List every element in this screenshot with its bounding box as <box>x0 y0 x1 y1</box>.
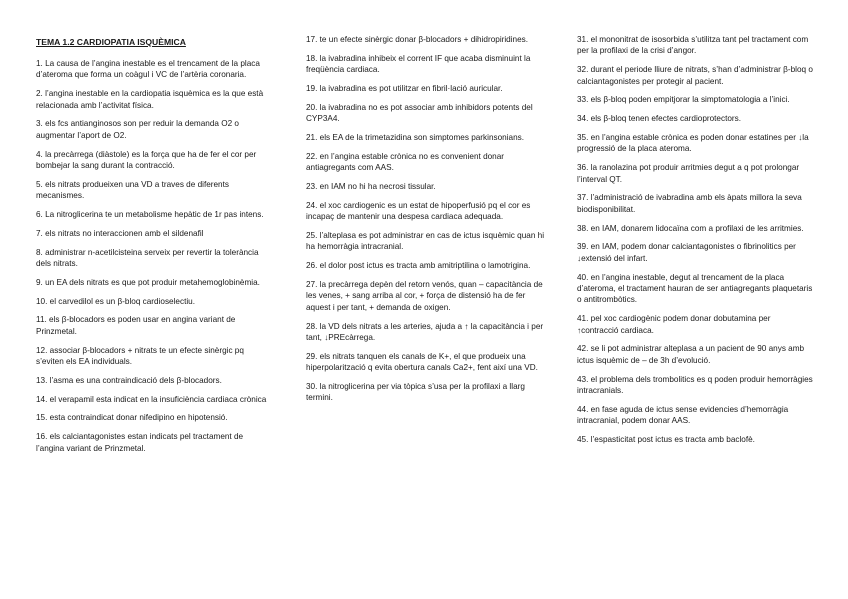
statement: 23. en IAM no hi ha necrosi tissular. <box>306 182 436 191</box>
statement: 38. en IAM, donarem lidocaïna com a profilaxi de les arritmies. <box>577 223 804 233</box>
statement: 26. el dolor post ictus es tracta amb amitriptilina o lamotrigina. <box>306 261 531 271</box>
statement: 1. La causa de l’angina inestable es el trencament de la placa d’ateroma que forma un coàgul i VC de l’artèria coronaria. <box>36 59 260 80</box>
statement: 6. La nitroglicerina te un metabolisme hepàtic de 1r pas intens. <box>36 210 264 220</box>
statement: 42. se li pot administrar alteplasa a un pacient de 90 anys amb ictus isquèmic de – de 3h d’evolució. <box>577 344 805 365</box>
column-1 <box>36 34 272 461</box>
document-title: TEMA 1.2 CARDIOPATIA ISQUÈMICA <box>36 37 186 47</box>
statement: 24. el xoc cardiogenic es un estat de hipoperfusió pq el cor es incapaç de mantenir una despesa cardiaca adequada. <box>306 200 531 222</box>
statement: 37. l’administració de ivabradina amb els àpats millora la seva biodisponibilitat. <box>577 193 802 214</box>
statement: 34. els β-bloq tenen efectes cardioprotectors. <box>577 114 742 124</box>
statement: 14. el verapamil esta indicat en la insuficiència cardiaca crònica <box>36 394 267 404</box>
statement: 41. pel xoc cardiogènic podem donar dobutamina per ↑contracció cardiaca. <box>577 314 771 335</box>
statement: 4. la precàrrega (diàstole) es la força que ha de fer el cor per bombejar la sang durant la contracció. <box>36 149 257 171</box>
statement: 36. la ranolazina pot produir arritmies degut a q pot prolongar l’interval QT. <box>577 163 800 184</box>
column-3 <box>577 34 813 453</box>
statement: 30. la nitroglicerina per via tòpica s’usa per la profilaxi a llarg termini. <box>306 382 525 403</box>
statement: 43. el problema dels trombolitics es q poden produir hemorràgies intracranials. <box>577 374 813 396</box>
statement: 29. els nitrats tanquen els canals de K+, el que produeix una hiperpolarització q evita obertura canals Ca2+, fent així una VD. <box>306 351 538 373</box>
statement: 31. el mononitrat de isosorbida s’utilitza tant pel tractament com per la profilaxi de la crisi d’angor. <box>577 35 809 56</box>
statement: 20. la ivabradina no es pot associar amb inhibidors potents del CYP3A4. <box>306 102 533 124</box>
column-2 <box>306 34 546 411</box>
statement: 2. l’angina inestable en la cardiopatia isquèmica es la que està relacionada amb l’activitat física. <box>36 89 264 110</box>
statement: 5. els nitrats produeixen una VD a traves de diferents mecanismes. <box>36 179 229 201</box>
statement: 35. en l’angina estable crònica es poden donar estatines per ↓la progressió de la placa ateroma. <box>577 133 809 154</box>
statement: 10. el carvedilol es un β-bloq cardioselectiu. <box>36 296 195 306</box>
statement: 39. en IAM, podem donar calciantagonistes o fibrinolitics per ↓extensió del infart. <box>577 242 796 263</box>
statement: 33. els β-bloq poden empitjorar la simptomatologia a l’inici. <box>577 95 790 105</box>
statement: 17. te un efecte sinèrgic donar β-blocadors + dihidropiridines. <box>306 35 529 44</box>
statement: 18. la ivabradina inhibeix el corrent IF que acaba disminuint la freqüència cardiaca. <box>306 53 531 75</box>
statement: 15. esta contraindicat donar nifedipino en hipotensió. <box>36 413 228 423</box>
statement: 9. un EA dels nitrats es que pot produir metahemoglobinèmia. <box>36 277 260 287</box>
statement: 11. els β-blocadors es poden usar en angina variant de Prinzmetal. <box>36 315 236 336</box>
statement: 27. la precàrrega depèn del retorn venós, quan – capacitància de les venes, + sang arriba al cor, + força de distensió ha de fer aquest i per tant, + demanda de oxigen. <box>306 280 543 312</box>
statement: 13. l’asma es una contraindicació dels β-blocadors. <box>36 375 222 385</box>
statement: 44. en fase aguda de ictus sense evidencies d’hemorràgia intracranial, podem donar AAS. <box>577 404 789 426</box>
statement: 16. els calciantagonistes estan indicats pel tractament de l’angina variant de Prinzmetal. <box>36 432 244 453</box>
statement: 32. durant el periode lliure de nitrats, s’han d’administrar β-bloq o calciantagonistes per protegir al pacient. <box>577 65 813 86</box>
statement: 21. els EA de la trimetazidina son simptomes parkinsonians. <box>306 133 524 142</box>
statement: 40. en l’angina inestable, degut al trencament de la placa d’ateroma, el tractament hauran de ser antiagregants plaquetaris o antitrombòtics. <box>577 272 813 305</box>
statement: 8. administrar n-acetilcisteina serveix per revertir la tolerància dels nitrats. <box>36 247 259 269</box>
statement: 12. associar β-blocadors + nitrats te un efecte sinèrgic pq s’eviten els EA individuals. <box>36 345 244 367</box>
statement: 7. els nitrats no interaccionen amb el sildenafil <box>36 228 204 238</box>
statement: 45. l’espasticitat post ictus es tracta amb baclofè. <box>577 435 755 445</box>
statement: 19. la ivabradina es pot utilitzar en fibril·lació auricular. <box>306 84 503 93</box>
statement: 22. en l’angina estable crònica no es convenient donar antiagregants com AAS. <box>306 151 505 173</box>
statement: 3. els fcs antianginosos son per reduir la demanda O2 o augmentar l’aport de O2. <box>36 119 239 140</box>
statement: 28. la VD dels nitrats a les arteries, ajuda a ↑ la capacitància i per tant, ↓PREcàrrega. <box>306 321 544 343</box>
statement: 25. l’alteplasa es pot administrar en cas de ictus isquèmic quan hi ha hemorràgia intracranial. <box>306 231 545 252</box>
